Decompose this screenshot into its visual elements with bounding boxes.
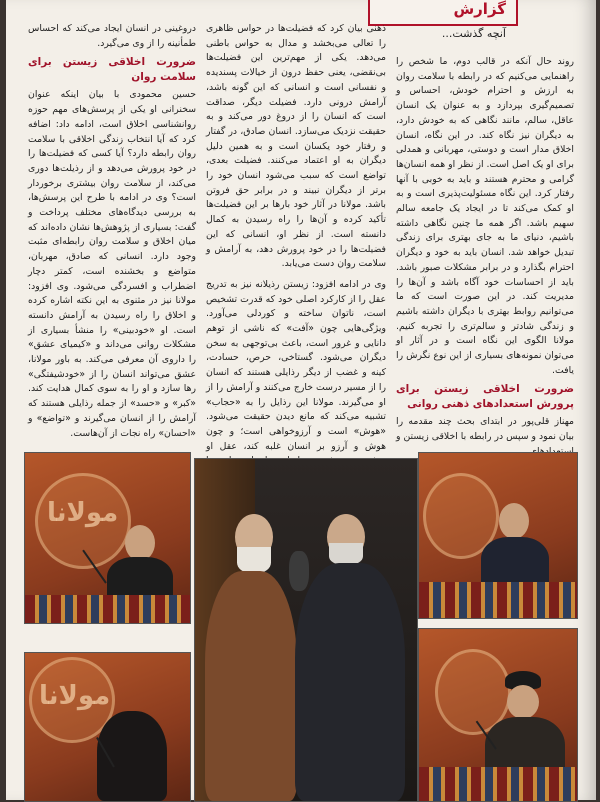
section-heading: ضرورت اخلاقی زیستن برای سلامت روان (28, 56, 196, 84)
article-paragraph: دروغینی در انسان ایجاد می‌کند که احساس طمأنینه را از وی می‌گیرد. (28, 23, 196, 49)
photo-speaker-cleric (418, 628, 578, 802)
article-column-middle (206, 22, 386, 452)
person-head (499, 503, 529, 539)
table-cloth (25, 595, 190, 623)
person-body (295, 563, 405, 801)
section-subhead: آنچه گذشت... (441, 27, 506, 40)
white-beard (329, 543, 363, 565)
article-column-right (396, 55, 574, 453)
person-body (205, 571, 297, 801)
festival-logo-text: مولانا (39, 681, 111, 711)
background-person (289, 551, 309, 591)
section-heading: ضرورت اخلاقی زیستن برای پرورش استعدادهای ذهنی روانی (396, 383, 574, 411)
section-tag-label: گزارش (453, 0, 506, 18)
photo-speaker-man-right (418, 452, 578, 619)
article-paragraph: مهناز قلی‌پور در ابتدای بحث چند مقدمه را بیان نمود و سپس در رابطه با اخلاقی زیستن و (396, 416, 574, 443)
person-head (507, 685, 539, 719)
photo-two-elders (194, 458, 418, 802)
magazine-page (6, 0, 596, 800)
person-head (125, 525, 155, 561)
table-cloth (419, 767, 577, 801)
article-paragraph: ذهنی بیان کرد که فضیلت‌ها در حواس ظاهری را تعالی می‌بخشد و مدال به حواس باطنی می‌دهد. یکی از مهم‌ترین این فضیلت‌ها بی‌نقضی، یعنی حفظ درون از خیالات پسندیده و نفسانی است و انسانی که این گونه باشد، آرامش درونی دارد. فضیلت دیگر، صداقت است که انسان را از دروغ دور می‌کند و به حقیقت نزدیک می‌سازد. انسان صادق، در گفتار و رفتار خود یکسان است و به همین دلیل دیگران به او اعتماد می‌کنند. فضیلت بعدی، تواضع است که سبب می‌شود انسان خود را برتر از دیگران نبیند و در برابر حق فروتن باشد. مولانا در آثار خود بارها بر این فضیلت‌ها تأکید کرده و آن‌ها را راه رسیدن به کمال دانسته است. از نظر او، انسانی که این فضیلت‌ها را در خود پرورش دهد، به آرامش و سلامت روان دست می‌یابد. (206, 23, 386, 270)
photo-speaker-woman (24, 652, 191, 802)
article-column-left (28, 22, 196, 439)
article-paragraph: حسین محمودی با بیان اینکه عنوان سخنرانی او یکی از پرسش‌های مهم حوزه روانشناسی اخلاق است، ادامه داد: اضافه کرد که آیا انتخاب زندگی اخلاقی با سلامت روان رابطه دارد؟ آیا کسی که فضیلت‌ها را در خود پرورش می‌دهد و از رذیلت‌ها دوری می‌کند، از سلامت روان بیشتری برخوردار است؟ وی در ادامه با طرح این پرسش‌ها، به بررسی دیدگاه‌های مختلف پرداخت و گفت: بسیاری از پژوهش‌ها نشان داده‌اند که میان اخلاق و سلامت روان رابطه‌ای مثبت وجود دارد. انسانی که صادق، مهربان، متواضع و بخشنده است، کمتر دچار اضطراب و افسردگی می‌شود. وی افزود: مولانا نیز در مثنوی به این نکته اشاره کرده و اخلاق را راه رسیدن به آرامش دانسته است. او «خودبینی» را منشأ بسیاری از مشکلات روانی می‌داند و «کیمیای عشق» را داروی آن معرفی می‌کند. به باور مولانا، عشق می‌تواند انسان را از «خودشیفتگی» رها سازد و او را به سوی کمال هدایت کند. «کبر» و «حسد» از جمله رذایلی هستند که آرامش را از انسان می‌گیرند و «تواضع» و «احسان» راه نجات از آن‌هاست. (28, 89, 196, 439)
table-cloth (419, 582, 577, 618)
section-tag (368, 0, 518, 26)
photo-speaker-man-left (24, 452, 191, 624)
white-beard (237, 547, 271, 573)
festival-logo-text: مولانا (47, 498, 119, 528)
article-paragraph: روند حال آنکه در قالب دوم، ما شخص را راهنمایی می‌کنیم که در رابطه با سلامت روان به ارزش و احترام خودش، احساس و تصمیم‌گیری بپردازد و به عنوان یک انسان عاقل، سالم، مانند نگاهی که به خودش دارد، به دیگران نیز نگاه کند. در این نگاه، انسان اخلاق مدار است و دوستی، مهربانی و همدلی برای او یک اصل است. از نظر او همه انسان‌ها گرامی و محترم هستند و باید به خوبی با آنها رفتار کرد. این نگاه مسئولیت‌پذیری است و به او کمک می‌کند تا در ایجاد یک جامعه سالم سهیم باشد. اگر همه ما چنین نگاهی داشته باشیم، دنیای ما به جای بهتری برای زندگی تبدیل خواهد شد. انسان باید به خود و دیگران احترام بگذارد و در برابر مشکلات صبور باشد. باید از احساسات خود آگاه باشد و آن‌ها را مدیریت کند. در این صورت است که ما می‌توانیم روابط بهتری با دیگران داشته باشیم و زندگی شادتر و سالم‌تری را تجربه کنیم. مولانا الگوی این نگاه است و در آثار او می‌توان نمونه‌های بسیاری از این نوع نگرش را یافت. (396, 56, 574, 376)
article-paragraph: وی در ادامه افزود: زیستن رذیلانه نیز به تدریج عقل را از کارکرد اصلی خود که قدرت تشخیص است، ناتوان ساخته و کوردلی می‌آورد. ویژگی‌هایی چون «آفت» که ناشی از توهم دانایی و غرور است، باعث بی‌توجهی به سخن دیگران می‌شود. گستاخی، حرص، حسادت، کینه و غضب از دیگر رذایلی هستند که انسان را از مسیر درست خارج می‌کنند و آرامش را از او می‌گیرند. مولانا این رذایل را به «حجاب» تشبیه می‌کند که مانع دیدن حقیقت می‌شود. «هوش» است و آرزوخواهی است؛ و چون هوش و آرزو بر انسان غلبه کند، عقل او (206, 278, 386, 452)
